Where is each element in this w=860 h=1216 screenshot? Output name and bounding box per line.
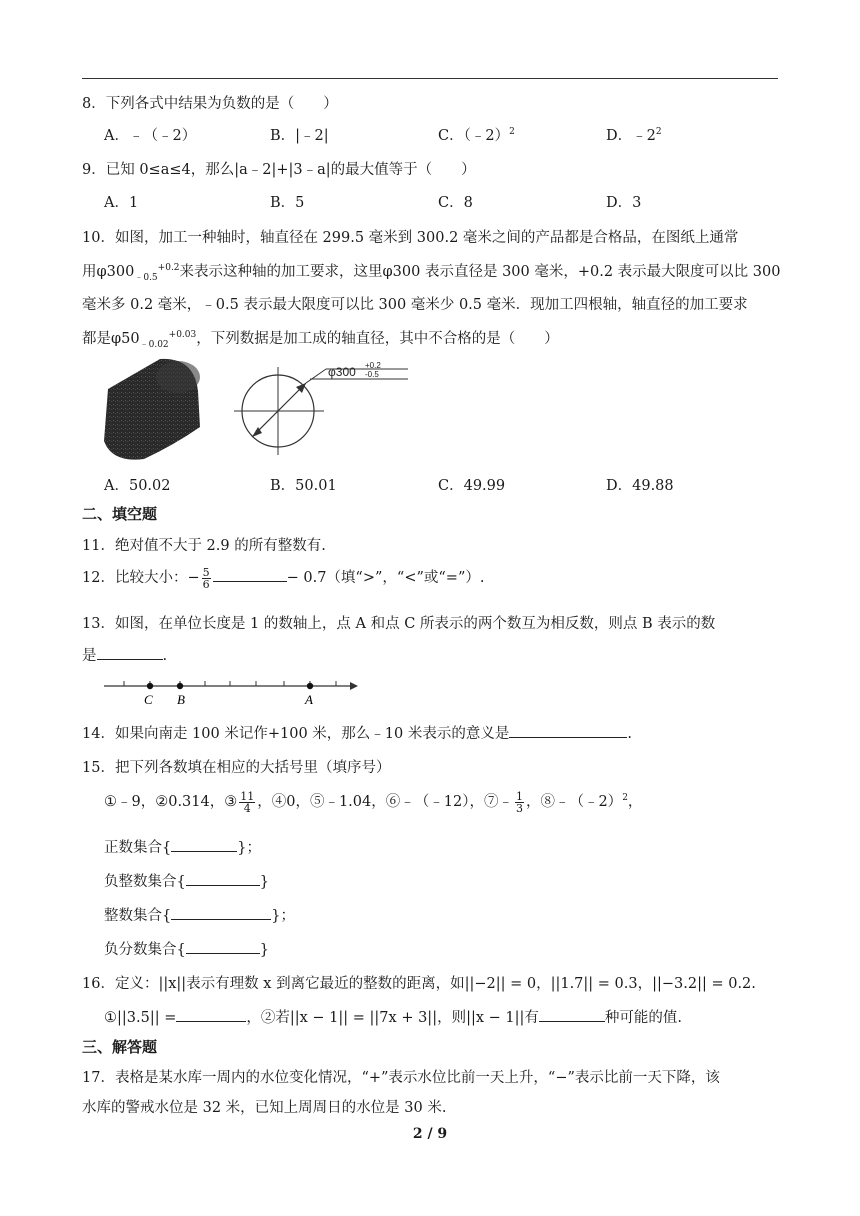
number-line — [100, 674, 362, 708]
q8-option-a: A．﹣（﹣2） — [104, 128, 197, 144]
diagram-label-sup: +0.2 — [365, 361, 381, 370]
page-number: 2 / 9 — [412, 1126, 448, 1142]
answer-blank[interactable] — [186, 871, 260, 886]
negative-integer-set: 负整数集合{ } — [104, 870, 269, 891]
q9-option-a: A．1 — [104, 195, 139, 211]
q8-option-d: D．$﹣2^2$ — [606, 127, 662, 144]
point-b-label: B — [177, 692, 185, 707]
point-a-dot — [307, 683, 313, 689]
question-10-line-2: 用$\varphi 300_{﹣0.5}^{+0.2}$来表示这种轴的加工要求，这里φ300 表示直径是 300 毫米，+0.2 表示最大限度可以比 300 — [82, 263, 781, 283]
question-11: 11．绝对值不大于 2.9 的所有整数有. — [82, 538, 326, 554]
diagram-label-sub: -0.5 — [365, 370, 379, 379]
point-a-label: A — [305, 692, 313, 707]
question-10-line-1: 10．如图，加工一种轴时，轴直径在 299.5 毫米到 300.2 毫米之间的产品都是合格品，在图纸上通常 — [82, 230, 739, 246]
q9-option-c: C．8 — [438, 195, 473, 211]
question-13-line-2: 是 . — [82, 644, 167, 665]
section-2-heading: 二、填空题 — [82, 505, 158, 523]
question-15-stem: 15．把下列各数填在相应的大括号里（填序号） — [82, 760, 391, 776]
answer-blank[interactable] — [213, 567, 287, 582]
q10-option-c: C．49.99 — [438, 478, 506, 494]
shaft-diameter-diagram — [232, 355, 412, 463]
question-15-items: ①﹣9，②0.314，③ $\frac{11}{4}$ ，④0，⑤﹣1.04，⑥﹣（﹣12），⑦﹣ $\frac{1}{3}$ ，⑧﹣（﹣2）$^2$， — [104, 789, 643, 815]
integer-set: 整数集合{ }； — [104, 904, 295, 925]
answer-blank[interactable] — [171, 837, 237, 852]
q8-option-c: C．（﹣2）$^2$ — [438, 127, 515, 144]
q10-option-d: D．49.88 — [606, 478, 674, 494]
question-17-line-1: 17．表格是某水库一周内的水位变化情况，“+”表示水位比前一天上升，“−”表示比前一天下降，该 — [82, 1070, 720, 1086]
answer-blank[interactable] — [509, 723, 627, 738]
question-8-stem: 8．下列各式中结果为负数的是（ ） — [82, 96, 338, 112]
q8-option-b: B．|﹣2| — [270, 128, 329, 144]
question-17-line-2: 水库的警戒水位是 32 米，已知上周周日的水位是 30 米. — [82, 1100, 447, 1116]
positive-set: 正数集合{ }； — [104, 836, 261, 857]
header-rule — [82, 78, 778, 79]
section-3-heading: 三、解答题 — [82, 1038, 158, 1056]
question-13-line-1: 13．如图，在单位长度是 1 的数轴上，点 A 和点 C 所表示的两个数互为相反数，则点 B 表示的数 — [82, 616, 716, 632]
question-16-line-1: 16．定义：||x||表示有理数 x 到离它最近的整数的距离，如||−2|| = 0，||1.7|| = 0.3，||−3.2|| = 0.2. — [82, 976, 756, 992]
answer-blank[interactable] — [539, 1007, 605, 1022]
question-16-line-2: ①||3.5|| = ，②若||x − 1|| = ||7x + 3||，则||x − 1||有 种可能的值. — [104, 1006, 682, 1027]
point-c-label: C — [144, 692, 153, 707]
question-10-line-4: 都是$\varphi 50_{﹣0.02}^{+0.03}$，下列数据是加工成的轴直径，其中不合格的是（ ） — [82, 330, 559, 350]
question-12: 12．比较大小：− $\frac{5}{6}$ − 0.7（填“>”，“<”或“=”）. — [82, 565, 485, 591]
diagram-label: φ300 — [328, 365, 356, 379]
question-10-line-3: 毫米多 0.2 毫米，﹣0.5 表示最大限度可以比 300 毫米少 0.5 毫米．现加工四根轴，轴直径的加工要求 — [82, 297, 748, 313]
shaft-image — [96, 355, 216, 463]
q9-option-d: D．3 — [606, 195, 642, 211]
q10-option-a: A．50.02 — [104, 478, 171, 494]
answer-blank[interactable] — [176, 1007, 246, 1022]
answer-blank[interactable] — [97, 645, 163, 660]
question-14: 14．如果向南走 100 米记作+100 米，那么﹣10 米表示的意义是 . — [82, 722, 632, 743]
point-b-dot — [177, 683, 183, 689]
answer-blank[interactable] — [186, 939, 260, 954]
question-9-stem: 9．已知 0≤a≤4，那么|a﹣2|+|3﹣a|的最大值等于（ ） — [82, 162, 476, 178]
answer-blank[interactable] — [171, 905, 271, 920]
point-c-dot — [147, 683, 153, 689]
q9-option-b: B．5 — [270, 195, 305, 211]
q10-option-b: B．50.01 — [270, 478, 337, 494]
negative-fraction-set: 负分数集合{ } — [104, 938, 269, 959]
